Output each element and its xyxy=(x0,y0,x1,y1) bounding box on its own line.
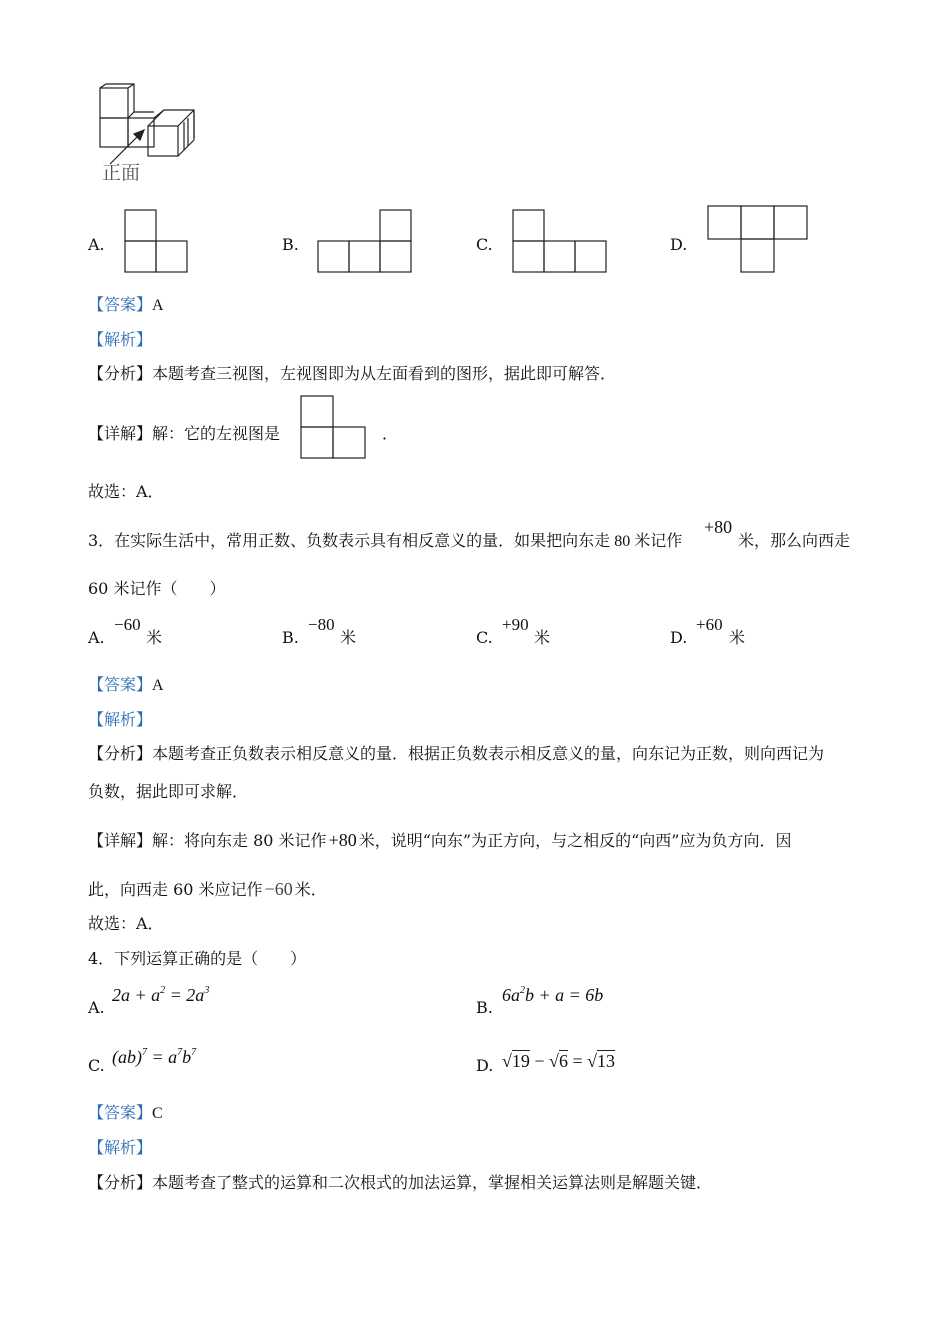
q3-stem-num: 80 xyxy=(614,533,631,550)
sqrt-icon: √ xyxy=(549,1051,559,1071)
q2-xiangjie xyxy=(88,426,280,442)
q2-left-view-figure xyxy=(300,395,372,461)
q4-option-a-math xyxy=(112,986,209,1004)
xiangjie-text: 解：它的左视图是 xyxy=(152,424,281,443)
q2-option-d-figure xyxy=(707,205,811,275)
fenxi-text: 本题考查三视图，左视图即为从左面看到的图形，据此即可解答． xyxy=(152,364,617,383)
q2-option-a-letter: A. xyxy=(88,235,105,254)
q3-option-a-math: −60 xyxy=(114,615,141,634)
fenxi-tag: 【分析】 xyxy=(88,364,153,383)
q3-stem-end: 米，那么向西走 xyxy=(738,531,851,550)
answer-tag: 【答案】 xyxy=(88,675,153,694)
sqrt-icon: √ xyxy=(502,1051,512,1071)
math-exponent: 7 xyxy=(177,1047,183,1058)
q4-option-d-math xyxy=(502,1052,615,1070)
xiangjie-text-1a: 解：将向东走 80 米记作 xyxy=(152,831,327,850)
q3-option-b-unit: 米 xyxy=(340,628,357,647)
fenxi-text-1: 本题考查正负数表示相反意义的量．根据正负数表示相反意义的量，向东记为正数，则向西记为 xyxy=(152,744,825,763)
q4-stem: 4．下列运算正确的是（ ） xyxy=(88,949,307,968)
fenxi-tag: 【分析】 xyxy=(88,744,153,763)
math-part: 6a xyxy=(502,985,520,1005)
q2-choice: 故选：A． xyxy=(88,482,164,501)
math-part: = a xyxy=(147,1047,178,1067)
q2-option-c-figure xyxy=(512,209,612,275)
q2-answer xyxy=(88,297,164,314)
answer-value: A xyxy=(152,297,164,314)
math-part: (ab) xyxy=(112,1047,142,1067)
q3-option-c-math: +90 xyxy=(502,615,529,634)
q3-choice: 故选：A． xyxy=(88,914,164,933)
q4-option-a-letter: A. xyxy=(88,998,105,1017)
xiangjie-math-1: +80 xyxy=(328,830,357,850)
q3-analysis-tag: 【解析】 xyxy=(88,710,153,729)
xiangjie-tag: 【详解】 xyxy=(88,424,153,443)
fenxi-tag: 【分析】 xyxy=(88,1173,153,1192)
math-exponent: 7 xyxy=(191,1047,197,1058)
xiangjie-text-1b: 米，说明“向东”为正方向，与之相反的“向西”应为负方向．因 xyxy=(358,831,792,850)
math-operator: − xyxy=(529,1051,550,1071)
fenxi-text: 本题考查了整式的运算和二次根式的加法运算，掌握相关运算法则是解题关键． xyxy=(152,1173,713,1192)
front-label: 正面 xyxy=(102,162,141,184)
math-operator: = xyxy=(567,1051,588,1071)
q2-fenxi xyxy=(88,366,616,382)
radicand: 6 xyxy=(558,1051,568,1071)
q4-option-b-math xyxy=(502,986,603,1004)
q3-option-a-unit: 米 xyxy=(146,628,163,647)
math-part: b xyxy=(182,1047,192,1067)
q3-answer xyxy=(88,677,164,694)
q2-option-d-letter: D. xyxy=(670,235,688,254)
math-exponent: 7 xyxy=(142,1047,147,1058)
xiangjie-text-2a: 此，向西走 60 米应记作 xyxy=(88,880,263,899)
q3-xiangjie-line1 xyxy=(88,831,791,849)
xiangjie-tag: 【详解】 xyxy=(88,831,153,850)
answer-value: C xyxy=(152,1105,163,1122)
q4-fenxi xyxy=(88,1175,712,1191)
q2-option-a-figure xyxy=(124,209,194,275)
math-part: = 2a xyxy=(165,985,205,1005)
q3-option-c-unit: 米 xyxy=(534,628,551,647)
math-part: b + a = 6b xyxy=(525,985,604,1005)
math-part: 2a + a xyxy=(112,985,161,1005)
q2-option-b-letter: B. xyxy=(282,235,299,254)
q3-stem-mid: 米记作 xyxy=(634,531,683,550)
q3-option-a-letter: A. xyxy=(88,628,105,647)
answer-tag: 【答案】 xyxy=(88,295,153,314)
q4-answer xyxy=(88,1105,163,1122)
q3-option-b-letter: B. xyxy=(282,628,299,647)
math-exponent: 2 xyxy=(160,985,166,996)
math-exponent: 3 xyxy=(204,985,210,996)
q3-xiangjie-line2 xyxy=(88,880,327,898)
q3-option-d-unit: 米 xyxy=(729,628,746,647)
q4-option-c-math xyxy=(112,1048,196,1066)
q2-option-c-letter: C. xyxy=(476,235,493,254)
math-exponent: 2 xyxy=(520,985,525,996)
q3-fenxi-line2: 负数，据此即可求解． xyxy=(88,782,249,801)
q4-analysis-tag: 【解析】 xyxy=(88,1138,153,1157)
answer-tag: 【答案】 xyxy=(88,1103,153,1122)
q4-option-d-letter: D. xyxy=(476,1056,494,1075)
q3-stem-line1 xyxy=(88,533,682,550)
xiangjie-text-2b: 米． xyxy=(294,880,327,899)
q2-analysis-tag: 【解析】 xyxy=(88,330,153,349)
q2-xiangjie-end: ． xyxy=(382,424,399,443)
q4-option-b-letter: B. xyxy=(476,998,493,1017)
answer-value: A xyxy=(152,677,164,694)
q3-option-b-math: −80 xyxy=(308,615,335,634)
q3-stem-part1: 3．在实际生活中，常用正数、负数表示具有相反意义的量．如果把向东走 xyxy=(88,531,611,550)
radicand: 19 xyxy=(511,1051,530,1071)
q3-option-d-letter: D. xyxy=(670,628,688,647)
q3-stem-line2: 60 米记作（ ） xyxy=(88,579,226,598)
q3-option-c-letter: C. xyxy=(476,628,493,647)
sqrt-icon: √ xyxy=(587,1051,597,1071)
q3-stem-math: +80 xyxy=(704,517,733,537)
q3-option-d-math: +60 xyxy=(696,615,723,634)
q2-option-b-figure xyxy=(317,209,417,275)
radicand: 13 xyxy=(596,1051,615,1071)
q3-fenxi-line1 xyxy=(88,746,824,762)
xiangjie-math-2: −60 xyxy=(264,879,293,899)
q4-option-c-letter: C. xyxy=(88,1056,105,1075)
